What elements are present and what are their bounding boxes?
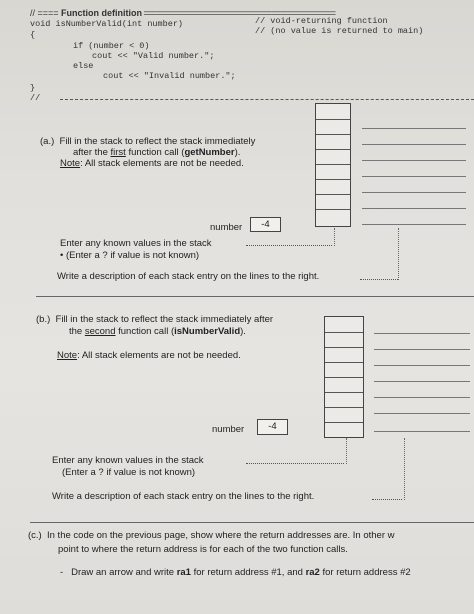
part-c-line1-text: In the code on the previous page, show where the return addresses are. In other w (47, 530, 395, 541)
part-b-line2-post: ). (240, 326, 246, 337)
stack-a-cell[interactable] (316, 195, 350, 210)
part-a-divider (36, 296, 474, 297)
code-header-rule: ============================================= (142, 8, 336, 18)
part-a-describe: Write a description of each stack entry on the lines to the right. (57, 271, 320, 282)
part-b-known-connector (346, 438, 347, 464)
code-signature: void isNumberValid(int number) (30, 19, 184, 29)
part-a-line2-pre: after the (73, 147, 111, 158)
part-b-known-leader (246, 463, 344, 464)
part-a-known-line2-text: (Enter a ? if value is not known) (65, 250, 200, 261)
part-a-note-label: Note (60, 158, 81, 169)
code-close-brace: } (30, 83, 36, 93)
code-footer-comment: // (30, 93, 41, 103)
part-a-line1-text: Fill in the stack to reflect the stack immediately (59, 136, 256, 147)
code-else-line: else (73, 61, 94, 71)
part-b-line2-second: second (84, 326, 116, 337)
part-c-line2: point to where the return address is for each of the two function calls. (58, 544, 348, 555)
part-b-note-label: Note (57, 350, 78, 361)
part-b-line2-pre: the (69, 326, 85, 337)
part-a-line2-mid: function call ( (125, 147, 185, 158)
part-a-answer-line[interactable] (362, 208, 466, 209)
part-a-describe-connector (398, 228, 399, 280)
stack-b-cell[interactable] (325, 408, 363, 423)
part-c-bullet-pre: Draw an arrow and write (71, 567, 177, 578)
part-b-known-line1: Enter any known values in the stack (52, 455, 204, 466)
stack-b-cell[interactable] (325, 317, 363, 333)
part-b-label: (b.) (36, 314, 51, 325)
part-a-number-label: number (210, 222, 243, 233)
stack-b-cell[interactable] (325, 423, 363, 435)
part-c-line1 (28, 530, 395, 541)
part-b-answer-line[interactable] (374, 397, 470, 398)
part-a-known-leader (246, 245, 332, 246)
stack-a-cell[interactable] (316, 135, 350, 150)
part-b-line2 (69, 326, 246, 337)
stack-a-cell[interactable] (316, 180, 350, 195)
code-if-line: if (number < 0) (73, 41, 150, 51)
part-a-answer-line[interactable] (362, 224, 466, 225)
part-b-describe-leader (372, 499, 402, 500)
code-open-brace: { (30, 30, 36, 40)
code-cout-invalid: cout << "Invalid number."; (103, 71, 236, 81)
part-c-bullet-mid: for return address #1, and (190, 567, 306, 578)
stack-b-cell[interactable] (325, 363, 363, 378)
part-a-known-connector (334, 228, 335, 246)
part-a-answer-line[interactable] (362, 160, 466, 161)
part-b-number-box: -4 (257, 419, 288, 435)
part-a-line2 (73, 147, 240, 158)
part-a-answer-line[interactable] (362, 128, 466, 129)
part-a-line2-first: first (110, 147, 126, 158)
part-a-line2-post: ). (234, 147, 241, 158)
stack-b (324, 316, 364, 438)
stack-b-cell[interactable] (325, 378, 363, 393)
part-c-bullet-post: for return address #2 (319, 567, 411, 578)
stack-b-cell[interactable] (325, 348, 363, 363)
part-a-describe-leader (360, 279, 398, 280)
part-b-divider (30, 522, 474, 523)
part-a-known-line2: • (Enter a ? if value is not known) (60, 250, 200, 261)
stack-b-cell[interactable] (325, 333, 363, 348)
part-b-describe: Write a description of each stack entry on the lines to the right. (52, 491, 315, 502)
part-b-answer-line[interactable] (374, 365, 470, 366)
part-a-answer-line[interactable] (362, 144, 466, 145)
stack-a-cell[interactable] (316, 210, 350, 224)
part-b-answer-line[interactable] (374, 333, 470, 334)
part-c-ra2: ra2 (305, 567, 320, 578)
part-a-line2-func: getNumber (184, 147, 235, 158)
part-b-answer-line[interactable] (374, 431, 470, 432)
stack-a-cell[interactable] (316, 104, 350, 120)
part-a-note-text: : All stack elements are not be needed. (80, 158, 244, 169)
stack-a-cell[interactable] (316, 120, 350, 135)
part-a-label: (a.) (40, 136, 55, 147)
part-b-answer-line[interactable] (374, 349, 470, 350)
part-c-ra1: ra1 (176, 567, 191, 578)
code-cout-valid: cout << "Valid number."; (92, 51, 215, 61)
stack-b-cell[interactable] (325, 393, 363, 408)
stack-a-cell[interactable] (316, 150, 350, 165)
part-b-note-text: : All stack elements are not be needed. (77, 350, 241, 361)
part-b-note (57, 350, 241, 361)
code-header-prefix: // ==== (30, 8, 62, 18)
part-b-line2-func: isNumberValid (174, 326, 241, 337)
part-a-note (60, 158, 244, 169)
stack-a-cell[interactable] (316, 165, 350, 180)
code-comment-1: // void-returning function (255, 16, 388, 26)
part-a-answer-line[interactable] (362, 176, 466, 177)
part-a-number-box: -4 (250, 217, 281, 232)
part-b-describe-connector (404, 438, 405, 500)
part-b-answer-line[interactable] (374, 381, 470, 382)
part-a-known-line1: Enter any known values in the stack (60, 238, 212, 249)
code-header-title: Function definition (61, 8, 143, 18)
part-a-line1 (40, 136, 255, 147)
part-b-answer-line[interactable] (374, 413, 470, 414)
code-footer-rule (60, 99, 474, 100)
part-b-line1-text: Fill in the stack to reflect the stack immediately after (55, 314, 274, 325)
part-c-bullet: - Draw an arrow and write ra1 for return address #1, and ra2 for return address #2 (60, 567, 411, 578)
part-b-line1 (36, 314, 273, 325)
part-b-number-label: number (212, 424, 245, 435)
part-a-answer-line[interactable] (362, 192, 466, 193)
part-b-known-line2: (Enter a ? if value is not known) (62, 467, 196, 478)
part-b-line2-mid: function call ( (115, 326, 175, 337)
part-c-label: (c.) (28, 530, 42, 541)
code-comment-2: // (no value is returned to main) (255, 26, 424, 36)
stack-a (315, 103, 351, 227)
